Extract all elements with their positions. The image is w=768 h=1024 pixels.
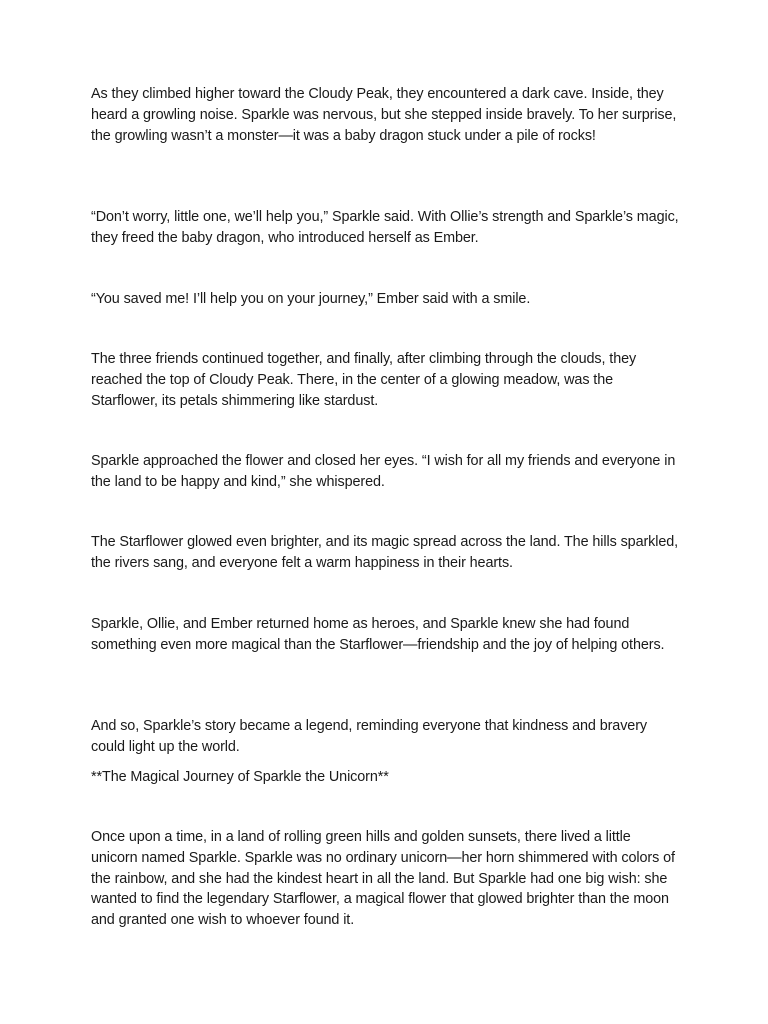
- story-paragraph: [91, 451, 681, 493]
- paragraph-text: And so, Sparkle’s story became a legend, reminding everyone that kindness and bravery could light up the world.: [91, 718, 647, 755]
- paragraph-text: Once upon a time, in a land of rolling green hills and golden sunsets, there lived a little unicorn named Sparkle. Sparkle was no ordinary unicorn—her horn shimmered with colors of the rainbow, and she had the kindest heart in all the land. But Sparkle had one big wish: she wanted to find the legendary Starflower, a magical flower that glowed brighter than the moon and granted one wish to whoever found it.: [91, 829, 675, 929]
- paragraph-text: The Starflower glowed even brighter, and its magic spread across the land. The hills sparkled, the rivers sang, and everyone felt a warm happiness in their hearts.: [91, 534, 679, 571]
- story-paragraph: [91, 532, 681, 574]
- story-paragraph: [91, 614, 681, 656]
- paragraph-text: “You saved me! I’ll help you on your journey,” Ember said with a smile.: [91, 291, 531, 307]
- paragraph-text: Sparkle approached the flower and closed her eyes. “I wish for all my friends and everyone in the land to be happy and kind,” she whispered.: [91, 453, 676, 490]
- story-paragraph: [91, 716, 681, 758]
- story-paragraph: [91, 289, 681, 310]
- story-paragraph: [91, 84, 681, 146]
- paragraph-text: “Don’t worry, little one, we’ll help you,” Sparkle said. With Ollie’s strength and Sparkle’s magic, they freed the baby dragon, who introduced herself as Ember.: [91, 209, 679, 246]
- story-paragraph: [91, 349, 681, 411]
- story-paragraph: [91, 827, 681, 931]
- story-paragraph: [91, 207, 681, 249]
- story-title: [91, 767, 681, 788]
- title-text: **The Magical Journey of Sparkle the Unicorn**: [91, 769, 389, 785]
- paragraph-text: The three friends continued together, and finally, after climbing through the clouds, they reached the top of Cloudy Peak. There, in the center of a glowing meadow, was the Starflower, its petals shimmering like stardust.: [91, 351, 637, 409]
- paragraph-text: As they climbed higher toward the Cloudy Peak, they encountered a dark cave. Inside, they heard a growling noise. Sparkle was nervous, but she stepped inside bravely. To her surprise, the growling wasn’t a monster—it was a baby dragon stuck under a pile of rocks!: [91, 86, 677, 144]
- paragraph-text: Sparkle, Ollie, and Ember returned home as heroes, and Sparkle knew she had found something even more magical than the Starflower—friendship and the joy of helping others.: [91, 616, 665, 653]
